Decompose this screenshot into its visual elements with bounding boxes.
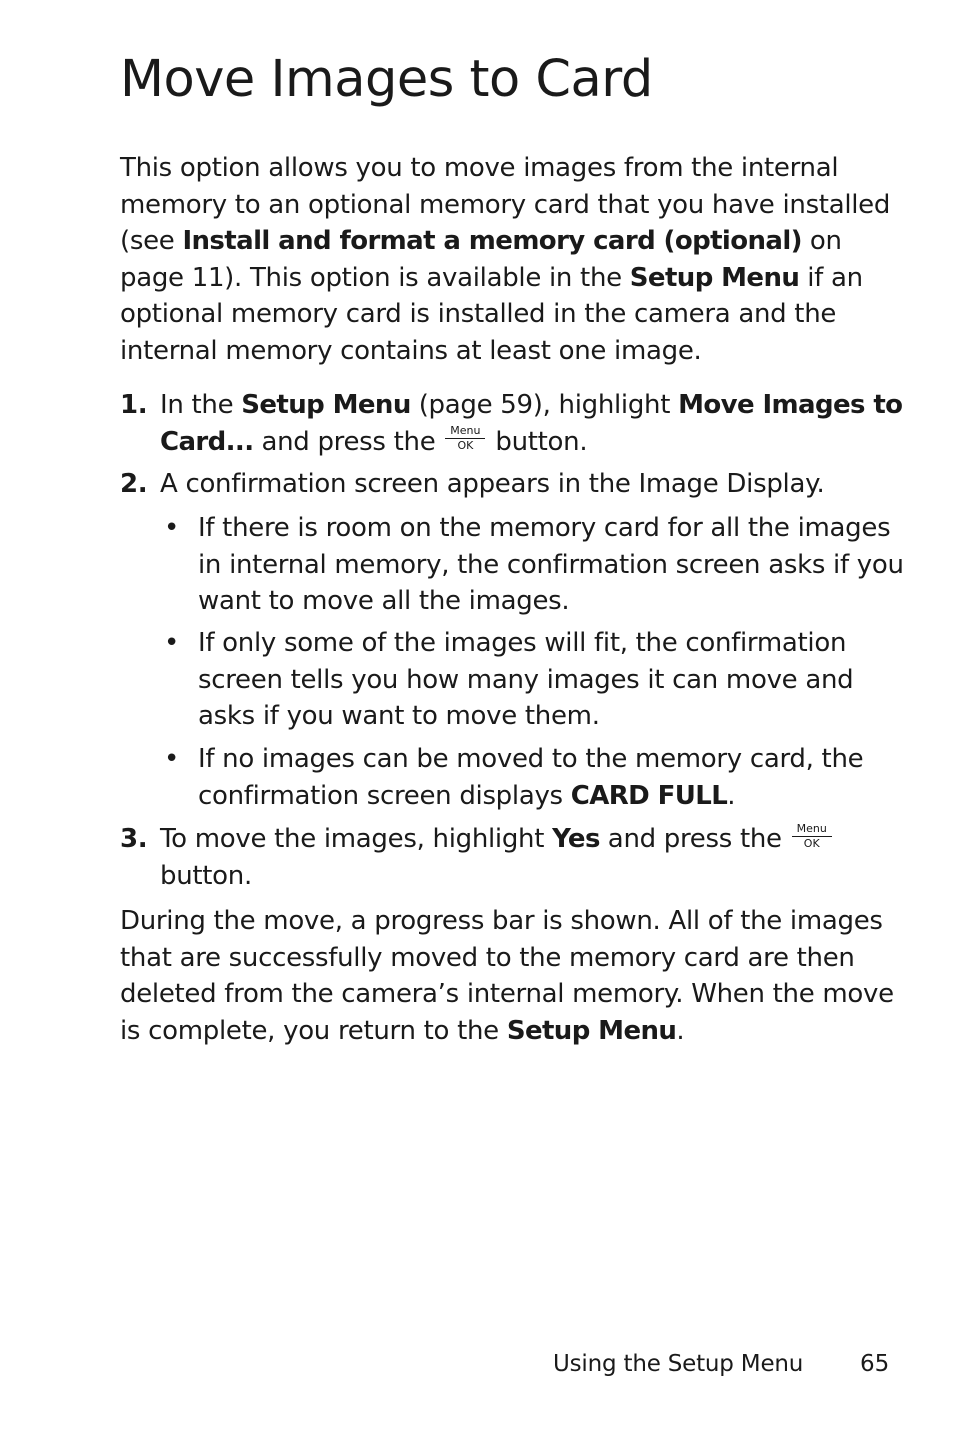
step-line (160, 821, 890, 858)
bullet-line: in internal memory, the confirmation screen asks if you (198, 549, 904, 580)
ok-label: OK (803, 836, 820, 850)
bullet-line: If there is room on the memory card for all the images (198, 513, 891, 543)
card-full-message: CARD FULL (570, 780, 728, 811)
intro-line (120, 223, 890, 260)
step-line (160, 424, 890, 461)
intro-line: internal memory contains at least one image. (120, 335, 702, 366)
closing-text: is complete, you return to the (120, 1015, 507, 1046)
closing-line (120, 1013, 890, 1050)
intro-line (120, 260, 890, 297)
step-number: 1. (120, 390, 148, 420)
menu-ok-button-icon (443, 424, 487, 454)
page-number: 65 (860, 1351, 890, 1377)
setup-menu-term: Setup Menu (241, 390, 411, 420)
intro-text: on (801, 226, 842, 256)
step-text (160, 466, 890, 503)
intro-line: This option allows you to move images from the internal (120, 153, 839, 183)
cross-reference-link[interactable]: Install and format a memory card (optional) (182, 226, 802, 256)
menu-label: Menu (450, 424, 481, 437)
step-text-part: and press the (253, 426, 436, 457)
step-line: A confirmation screen appears in the Image Display. (160, 469, 825, 499)
bullet-text-part: confirmation screen displays (198, 780, 571, 811)
move-images-term: Move Images to (678, 390, 903, 420)
step-text-part: button. (495, 426, 588, 457)
intro-text: (see (120, 226, 183, 256)
intro-paragraph (120, 150, 890, 369)
bullet-line: asks if you want to move them. (198, 701, 600, 731)
yes-option-term: Yes (552, 824, 600, 854)
step-text-part: To move the images, highlight (160, 824, 553, 854)
move-images-term: Card... (160, 426, 254, 457)
bullet-text-part: . (727, 780, 736, 811)
step-text (160, 821, 890, 894)
bullet-icon: • (164, 628, 180, 658)
ok-label: OK (457, 439, 474, 452)
closing-line: deleted from the camera’s internal memory. When the move (120, 979, 894, 1009)
closing-line: that are successfully moved to the memory card are then (120, 942, 855, 973)
closing-text: . (676, 1015, 685, 1046)
setup-menu-term: Setup Menu (629, 262, 800, 293)
intro-text: page 11). This option is available in the (120, 262, 630, 293)
menu-label: Menu (796, 821, 827, 835)
step-text (160, 387, 903, 460)
closing-paragraph (120, 903, 894, 1049)
bullet-icon: • (164, 744, 180, 774)
step-line (160, 387, 903, 424)
bullet-text (198, 510, 904, 620)
bullet-line (198, 778, 890, 815)
closing-line: During the move, a progress bar is shown. All of the images (120, 906, 883, 936)
footer-section-title: Using the Setup Menu (553, 1351, 804, 1377)
page-title: Move Images to Card (120, 50, 653, 109)
intro-line: optional memory card is installed in the camera and the (120, 299, 837, 329)
bullet-line: want to move all the images. (198, 586, 570, 616)
bullet-icon: • (164, 513, 180, 543)
intro-text: if an (799, 262, 863, 293)
step-number: 3. (120, 824, 148, 854)
bullet-text (198, 741, 890, 814)
step-line: button. (160, 860, 252, 891)
bullet-line: screen tells you how many images it can move and (198, 664, 854, 695)
menu-ok-button-icon (790, 822, 834, 852)
step-text-part: In the (160, 390, 242, 420)
bullet-line: If no images can be moved to the memory card, the (198, 744, 864, 774)
bullet-line: If only some of the images will fit, the confirmation (198, 628, 847, 658)
step-number: 2. (120, 469, 148, 499)
bullet-text (198, 625, 890, 735)
step-text-part: and press the (599, 824, 782, 854)
step-text-part: (page 59), highlight (410, 390, 679, 420)
setup-menu-term: Setup Menu (506, 1015, 677, 1046)
intro-line: memory to an optional memory card that you have installed (120, 189, 891, 220)
